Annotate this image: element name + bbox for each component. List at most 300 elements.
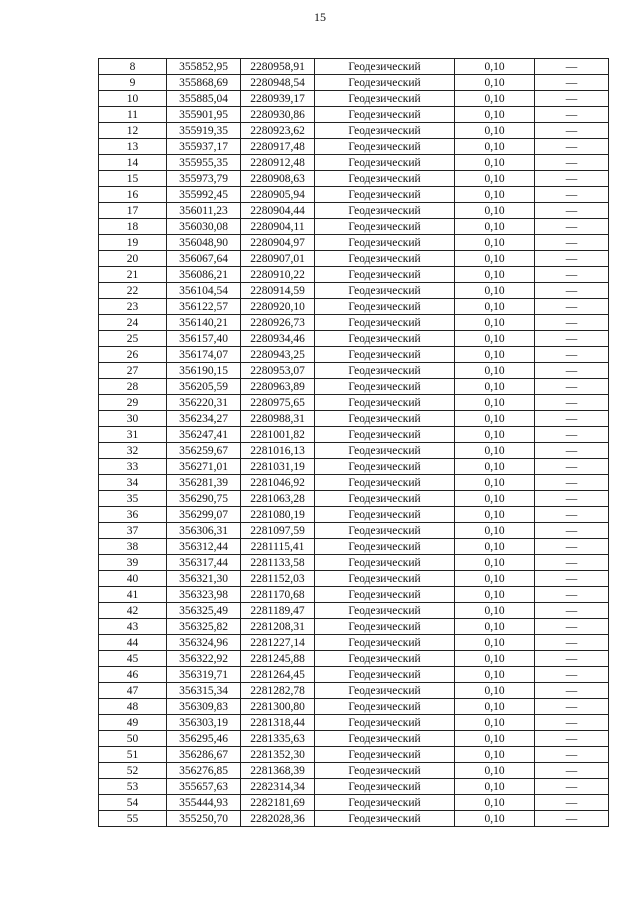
- table-row: [99, 267, 609, 283]
- note-cell: —: [535, 715, 609, 731]
- accuracy-cell: 0,10: [455, 283, 535, 299]
- x-coordinate-cell: 356309,83: [167, 699, 241, 715]
- accuracy-cell: 0,10: [455, 491, 535, 507]
- method-cell: Геодезический: [315, 683, 455, 699]
- table-row: [99, 139, 609, 155]
- y-coordinate-cell: 2282028,36: [241, 811, 315, 827]
- accuracy-cell: 0,10: [455, 683, 535, 699]
- y-coordinate-cell: 2281031,19: [241, 459, 315, 475]
- point-number-cell: 31: [99, 427, 167, 443]
- note-cell: —: [535, 571, 609, 587]
- method-cell: Геодезический: [315, 475, 455, 491]
- table-row: [99, 363, 609, 379]
- table-row: [99, 331, 609, 347]
- note-cell: —: [535, 763, 609, 779]
- note-cell: —: [535, 155, 609, 171]
- note-cell: —: [535, 507, 609, 523]
- accuracy-cell: 0,10: [455, 363, 535, 379]
- x-coordinate-cell: 356317,44: [167, 555, 241, 571]
- y-coordinate-cell: 2281227,14: [241, 635, 315, 651]
- method-cell: Геодезический: [315, 187, 455, 203]
- table-row: [99, 219, 609, 235]
- accuracy-cell: 0,10: [455, 299, 535, 315]
- method-cell: Геодезический: [315, 507, 455, 523]
- note-cell: —: [535, 299, 609, 315]
- accuracy-cell: 0,10: [455, 123, 535, 139]
- y-coordinate-cell: 2281352,30: [241, 747, 315, 763]
- accuracy-cell: 0,10: [455, 811, 535, 827]
- note-cell: —: [535, 363, 609, 379]
- x-coordinate-cell: 356312,44: [167, 539, 241, 555]
- x-coordinate-cell: 356322,92: [167, 651, 241, 667]
- point-number-cell: 39: [99, 555, 167, 571]
- table-row: [99, 59, 609, 75]
- accuracy-cell: 0,10: [455, 603, 535, 619]
- y-coordinate-cell: 2280904,44: [241, 203, 315, 219]
- method-cell: Геодезический: [315, 283, 455, 299]
- method-cell: Геодезический: [315, 299, 455, 315]
- table-row: [99, 315, 609, 331]
- method-cell: Геодезический: [315, 331, 455, 347]
- accuracy-cell: 0,10: [455, 203, 535, 219]
- point-number-cell: 8: [99, 59, 167, 75]
- accuracy-cell: 0,10: [455, 635, 535, 651]
- x-coordinate-cell: 356174,07: [167, 347, 241, 363]
- accuracy-cell: 0,10: [455, 779, 535, 795]
- point-number-cell: 53: [99, 779, 167, 795]
- y-coordinate-cell: 2281133,58: [241, 555, 315, 571]
- x-coordinate-cell: 355852,95: [167, 59, 241, 75]
- x-coordinate-cell: 356086,21: [167, 267, 241, 283]
- accuracy-cell: 0,10: [455, 523, 535, 539]
- accuracy-cell: 0,10: [455, 107, 535, 123]
- method-cell: Геодезический: [315, 203, 455, 219]
- y-coordinate-cell: 2281208,31: [241, 619, 315, 635]
- y-coordinate-cell: 2280963,89: [241, 379, 315, 395]
- y-coordinate-cell: 2281245,88: [241, 651, 315, 667]
- note-cell: —: [535, 187, 609, 203]
- note-cell: —: [535, 235, 609, 251]
- table-row: [99, 507, 609, 523]
- point-number-cell: 10: [99, 91, 167, 107]
- table-row: [99, 283, 609, 299]
- table-row: [99, 251, 609, 267]
- method-cell: Геодезический: [315, 443, 455, 459]
- table-row: [99, 683, 609, 699]
- x-coordinate-cell: 356190,15: [167, 363, 241, 379]
- point-number-cell: 48: [99, 699, 167, 715]
- x-coordinate-cell: 356321,30: [167, 571, 241, 587]
- method-cell: Геодезический: [315, 699, 455, 715]
- accuracy-cell: 0,10: [455, 267, 535, 283]
- table-row: [99, 475, 609, 491]
- point-number-cell: 19: [99, 235, 167, 251]
- method-cell: Геодезический: [315, 747, 455, 763]
- table-row: [99, 107, 609, 123]
- y-coordinate-cell: 2282314,34: [241, 779, 315, 795]
- x-coordinate-cell: 355657,63: [167, 779, 241, 795]
- accuracy-cell: 0,10: [455, 667, 535, 683]
- y-coordinate-cell: 2281170,68: [241, 587, 315, 603]
- point-number-cell: 15: [99, 171, 167, 187]
- x-coordinate-cell: 356247,41: [167, 427, 241, 443]
- table-row: [99, 379, 609, 395]
- method-cell: Геодезический: [315, 603, 455, 619]
- y-coordinate-cell: 2281115,41: [241, 539, 315, 555]
- note-cell: —: [535, 635, 609, 651]
- point-number-cell: 28: [99, 379, 167, 395]
- y-coordinate-cell: 2281318,44: [241, 715, 315, 731]
- note-cell: —: [535, 651, 609, 667]
- note-cell: —: [535, 603, 609, 619]
- note-cell: —: [535, 443, 609, 459]
- y-coordinate-cell: 2280930,86: [241, 107, 315, 123]
- note-cell: —: [535, 267, 609, 283]
- note-cell: —: [535, 555, 609, 571]
- method-cell: Геодезический: [315, 139, 455, 155]
- point-number-cell: 49: [99, 715, 167, 731]
- y-coordinate-cell: 2281016,13: [241, 443, 315, 459]
- x-coordinate-cell: 356122,57: [167, 299, 241, 315]
- x-coordinate-cell: 356290,75: [167, 491, 241, 507]
- table-row: [99, 299, 609, 315]
- point-number-cell: 27: [99, 363, 167, 379]
- point-number-cell: 36: [99, 507, 167, 523]
- method-cell: Геодезический: [315, 763, 455, 779]
- point-number-cell: 14: [99, 155, 167, 171]
- accuracy-cell: 0,10: [455, 747, 535, 763]
- accuracy-cell: 0,10: [455, 459, 535, 475]
- y-coordinate-cell: 2280953,07: [241, 363, 315, 379]
- note-cell: —: [535, 699, 609, 715]
- table-row: [99, 587, 609, 603]
- accuracy-cell: 0,10: [455, 395, 535, 411]
- table-row: [99, 155, 609, 171]
- y-coordinate-cell: 2280958,91: [241, 59, 315, 75]
- method-cell: Геодезический: [315, 395, 455, 411]
- x-coordinate-cell: 356048,90: [167, 235, 241, 251]
- method-cell: Геодезический: [315, 571, 455, 587]
- method-cell: Геодезический: [315, 491, 455, 507]
- y-coordinate-cell: 2280907,01: [241, 251, 315, 267]
- x-coordinate-cell: 356299,07: [167, 507, 241, 523]
- table-row: [99, 491, 609, 507]
- table-row: [99, 459, 609, 475]
- point-number-cell: 20: [99, 251, 167, 267]
- point-number-cell: 24: [99, 315, 167, 331]
- table-row: [99, 411, 609, 427]
- y-coordinate-cell: 2280934,46: [241, 331, 315, 347]
- x-coordinate-cell: 356220,31: [167, 395, 241, 411]
- x-coordinate-cell: 355901,95: [167, 107, 241, 123]
- note-cell: —: [535, 219, 609, 235]
- y-coordinate-cell: 2281189,47: [241, 603, 315, 619]
- y-coordinate-cell: 2280910,22: [241, 267, 315, 283]
- method-cell: Геодезический: [315, 539, 455, 555]
- table-row: [99, 603, 609, 619]
- coordinates-table: [98, 58, 609, 827]
- method-cell: Геодезический: [315, 123, 455, 139]
- table-row: [99, 443, 609, 459]
- accuracy-cell: 0,10: [455, 539, 535, 555]
- x-coordinate-cell: 356234,27: [167, 411, 241, 427]
- note-cell: —: [535, 283, 609, 299]
- point-number-cell: 34: [99, 475, 167, 491]
- point-number-cell: 12: [99, 123, 167, 139]
- note-cell: —: [535, 411, 609, 427]
- point-number-cell: 21: [99, 267, 167, 283]
- note-cell: —: [535, 475, 609, 491]
- note-cell: —: [535, 347, 609, 363]
- x-coordinate-cell: 356067,64: [167, 251, 241, 267]
- note-cell: —: [535, 59, 609, 75]
- note-cell: —: [535, 395, 609, 411]
- table-row: [99, 779, 609, 795]
- y-coordinate-cell: 2281152,03: [241, 571, 315, 587]
- y-coordinate-cell: 2280923,62: [241, 123, 315, 139]
- method-cell: Геодезический: [315, 411, 455, 427]
- point-number-cell: 51: [99, 747, 167, 763]
- note-cell: —: [535, 619, 609, 635]
- accuracy-cell: 0,10: [455, 347, 535, 363]
- point-number-cell: 13: [99, 139, 167, 155]
- note-cell: —: [535, 75, 609, 91]
- accuracy-cell: 0,10: [455, 763, 535, 779]
- method-cell: Геодезический: [315, 75, 455, 91]
- point-number-cell: 29: [99, 395, 167, 411]
- method-cell: Геодезический: [315, 363, 455, 379]
- note-cell: —: [535, 459, 609, 475]
- table-row: [99, 171, 609, 187]
- point-number-cell: 30: [99, 411, 167, 427]
- x-coordinate-cell: 356140,21: [167, 315, 241, 331]
- note-cell: —: [535, 539, 609, 555]
- table-row: [99, 667, 609, 683]
- accuracy-cell: 0,10: [455, 251, 535, 267]
- method-cell: Геодезический: [315, 523, 455, 539]
- point-number-cell: 23: [99, 299, 167, 315]
- accuracy-cell: 0,10: [455, 171, 535, 187]
- table-row: [99, 203, 609, 219]
- x-coordinate-cell: 356276,85: [167, 763, 241, 779]
- point-number-cell: 47: [99, 683, 167, 699]
- point-number-cell: 22: [99, 283, 167, 299]
- table-row: [99, 555, 609, 571]
- note-cell: —: [535, 331, 609, 347]
- accuracy-cell: 0,10: [455, 731, 535, 747]
- accuracy-cell: 0,10: [455, 411, 535, 427]
- method-cell: Геодезический: [315, 91, 455, 107]
- method-cell: Геодезический: [315, 427, 455, 443]
- point-number-cell: 55: [99, 811, 167, 827]
- table-row: [99, 731, 609, 747]
- point-number-cell: 54: [99, 795, 167, 811]
- x-coordinate-cell: 356319,71: [167, 667, 241, 683]
- method-cell: Геодезический: [315, 155, 455, 171]
- point-number-cell: 35: [99, 491, 167, 507]
- point-number-cell: 44: [99, 635, 167, 651]
- accuracy-cell: 0,10: [455, 507, 535, 523]
- table-row: [99, 699, 609, 715]
- table-row: [99, 651, 609, 667]
- table-row: [99, 187, 609, 203]
- note-cell: —: [535, 491, 609, 507]
- table-row: [99, 811, 609, 827]
- note-cell: —: [535, 139, 609, 155]
- accuracy-cell: 0,10: [455, 91, 535, 107]
- point-number-cell: 46: [99, 667, 167, 683]
- x-coordinate-cell: 356281,39: [167, 475, 241, 491]
- point-number-cell: 45: [99, 651, 167, 667]
- x-coordinate-cell: 355885,04: [167, 91, 241, 107]
- accuracy-cell: 0,10: [455, 75, 535, 91]
- x-coordinate-cell: 356325,82: [167, 619, 241, 635]
- y-coordinate-cell: 2282181,69: [241, 795, 315, 811]
- y-coordinate-cell: 2280926,73: [241, 315, 315, 331]
- note-cell: —: [535, 683, 609, 699]
- point-number-cell: 41: [99, 587, 167, 603]
- table-row: [99, 571, 609, 587]
- page-number: 15: [314, 10, 326, 24]
- y-coordinate-cell: 2281097,59: [241, 523, 315, 539]
- note-cell: —: [535, 91, 609, 107]
- note-cell: —: [535, 203, 609, 219]
- y-coordinate-cell: 2281264,45: [241, 667, 315, 683]
- x-coordinate-cell: 355955,35: [167, 155, 241, 171]
- method-cell: Геодезический: [315, 555, 455, 571]
- y-coordinate-cell: 2280912,48: [241, 155, 315, 171]
- y-coordinate-cell: 2281282,78: [241, 683, 315, 699]
- method-cell: Геодезический: [315, 347, 455, 363]
- accuracy-cell: 0,10: [455, 155, 535, 171]
- x-coordinate-cell: 355973,79: [167, 171, 241, 187]
- point-number-cell: 16: [99, 187, 167, 203]
- method-cell: Геодезический: [315, 811, 455, 827]
- table-row: [99, 539, 609, 555]
- x-coordinate-cell: 356157,40: [167, 331, 241, 347]
- point-number-cell: 52: [99, 763, 167, 779]
- method-cell: Геодезический: [315, 235, 455, 251]
- point-number-cell: 42: [99, 603, 167, 619]
- point-number-cell: 9: [99, 75, 167, 91]
- y-coordinate-cell: 2281300,80: [241, 699, 315, 715]
- point-number-cell: 17: [99, 203, 167, 219]
- table-row: [99, 763, 609, 779]
- table-row: [99, 795, 609, 811]
- table-row: [99, 395, 609, 411]
- y-coordinate-cell: 2280939,17: [241, 91, 315, 107]
- x-coordinate-cell: 356011,23: [167, 203, 241, 219]
- accuracy-cell: 0,10: [455, 427, 535, 443]
- accuracy-cell: 0,10: [455, 571, 535, 587]
- accuracy-cell: 0,10: [455, 443, 535, 459]
- y-coordinate-cell: 2280975,65: [241, 395, 315, 411]
- accuracy-cell: 0,10: [455, 379, 535, 395]
- method-cell: Геодезический: [315, 635, 455, 651]
- note-cell: —: [535, 667, 609, 683]
- y-coordinate-cell: 2280920,10: [241, 299, 315, 315]
- method-cell: Геодезический: [315, 171, 455, 187]
- note-cell: —: [535, 251, 609, 267]
- method-cell: Геодезический: [315, 267, 455, 283]
- table-row: [99, 347, 609, 363]
- x-coordinate-cell: 356271,01: [167, 459, 241, 475]
- y-coordinate-cell: 2280914,59: [241, 283, 315, 299]
- x-coordinate-cell: 356324,96: [167, 635, 241, 651]
- accuracy-cell: 0,10: [455, 187, 535, 203]
- table-row: [99, 235, 609, 251]
- y-coordinate-cell: 2281001,82: [241, 427, 315, 443]
- y-coordinate-cell: 2280948,54: [241, 75, 315, 91]
- point-number-cell: 11: [99, 107, 167, 123]
- x-coordinate-cell: 355937,17: [167, 139, 241, 155]
- y-coordinate-cell: 2281046,92: [241, 475, 315, 491]
- point-number-cell: 25: [99, 331, 167, 347]
- note-cell: —: [535, 427, 609, 443]
- note-cell: —: [535, 171, 609, 187]
- x-coordinate-cell: 356306,31: [167, 523, 241, 539]
- table-row: [99, 523, 609, 539]
- method-cell: Геодезический: [315, 715, 455, 731]
- point-number-cell: 38: [99, 539, 167, 555]
- x-coordinate-cell: 356259,67: [167, 443, 241, 459]
- x-coordinate-cell: 356295,46: [167, 731, 241, 747]
- table-row: [99, 619, 609, 635]
- x-coordinate-cell: 356104,54: [167, 283, 241, 299]
- table-row: [99, 635, 609, 651]
- point-number-cell: 50: [99, 731, 167, 747]
- table-row: [99, 715, 609, 731]
- method-cell: Геодезический: [315, 459, 455, 475]
- accuracy-cell: 0,10: [455, 619, 535, 635]
- method-cell: Геодезический: [315, 587, 455, 603]
- accuracy-cell: 0,10: [455, 315, 535, 331]
- y-coordinate-cell: 2280988,31: [241, 411, 315, 427]
- note-cell: —: [535, 523, 609, 539]
- accuracy-cell: 0,10: [455, 651, 535, 667]
- x-coordinate-cell: 356323,98: [167, 587, 241, 603]
- point-number-cell: 33: [99, 459, 167, 475]
- table-row: [99, 123, 609, 139]
- method-cell: Геодезический: [315, 731, 455, 747]
- accuracy-cell: 0,10: [455, 475, 535, 491]
- method-cell: Геодезический: [315, 619, 455, 635]
- point-number-cell: 37: [99, 523, 167, 539]
- accuracy-cell: 0,10: [455, 235, 535, 251]
- x-coordinate-cell: 356286,67: [167, 747, 241, 763]
- method-cell: Геодезический: [315, 59, 455, 75]
- x-coordinate-cell: 355992,45: [167, 187, 241, 203]
- accuracy-cell: 0,10: [455, 219, 535, 235]
- accuracy-cell: 0,10: [455, 139, 535, 155]
- point-number-cell: 43: [99, 619, 167, 635]
- accuracy-cell: 0,10: [455, 795, 535, 811]
- accuracy-cell: 0,10: [455, 715, 535, 731]
- y-coordinate-cell: 2280908,63: [241, 171, 315, 187]
- x-coordinate-cell: 356303,19: [167, 715, 241, 731]
- accuracy-cell: 0,10: [455, 587, 535, 603]
- accuracy-cell: 0,10: [455, 555, 535, 571]
- table-row: [99, 427, 609, 443]
- table-row: [99, 747, 609, 763]
- point-number-cell: 32: [99, 443, 167, 459]
- accuracy-cell: 0,10: [455, 59, 535, 75]
- method-cell: Геодезический: [315, 651, 455, 667]
- y-coordinate-cell: 2281080,19: [241, 507, 315, 523]
- note-cell: —: [535, 379, 609, 395]
- table-row: [99, 75, 609, 91]
- x-coordinate-cell: 356325,49: [167, 603, 241, 619]
